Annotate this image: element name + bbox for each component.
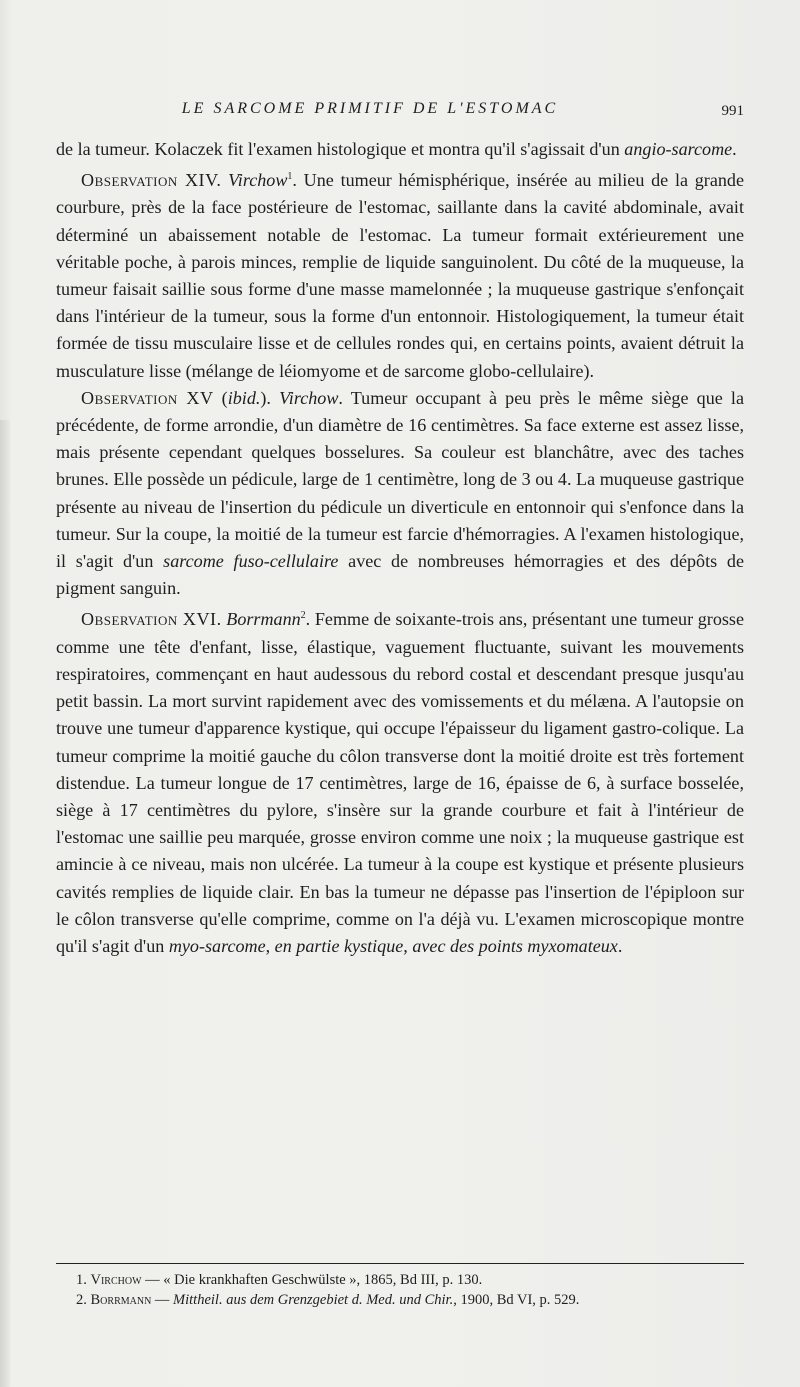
paragraph-text: . Tumeur occupant à peu près le même siège que la précédente, de forme arrondie, d'un diamètre de 16 centimètres. Sa face externe est assez lisse, mais présente cependant quelques bosselures. Sa couleur est blanchâtre, avec des taches brunes. Elle possède un pédicule, large de 1 centimètre, long de 3 ou 4. La muqueuse gastrique présente au niveau de l'insertion du pédicule un diverticule en entonnoir qui s'enfonce dans la tumeur. Sur la coupe, la moitié de la tumeur est farcie d'hémorragies. A l'examen histologique, il s'agit d'un xyxy=(56,387,744,572)
footnotes xyxy=(76,1270,766,1310)
paragraph-intro xyxy=(56,136,744,163)
paragraph-text: . xyxy=(732,139,737,159)
footnote-ref: 1 xyxy=(287,171,293,183)
footnote-2 xyxy=(76,1290,766,1310)
italic-term: angio-sarcome xyxy=(624,139,733,159)
footnote-text: , 1900, Bd VI, p. 529. xyxy=(453,1292,580,1308)
footnote-1 xyxy=(76,1270,766,1290)
page-edge-shadow xyxy=(0,420,10,1387)
footnote-author: Borrmann xyxy=(90,1292,152,1308)
paragraph-text: . Une tumeur hémisphérique, insérée au milieu de la grande courbure, près de la face postérieure de l'estomac, saillante dans la cavité abdominale, avait déterminé un abaissement notable de l'estomac. La tumeur formait extérieurement une véritable poche, à parois minces, remplie de liquide sanguinolent. Du côté de la muqueuse, la tumeur faisait saillie sous forme d'une masse mamelonnée ; la muqueuse gastrique s'enfonçait dans l'intérieur de la tumeur, sous la forme d'un entonnoir. Histologiquement, la tumeur était formée de tissu musculaire lisse et de cellules rondes qui, en certains points, avaient détruit la musculature lisse (mélange de léiomyome et de sarcome globo-cellulaire). xyxy=(56,170,744,381)
footnote-author: Virchow xyxy=(90,1272,142,1288)
observation-label: Observation XVI. xyxy=(81,609,222,630)
author-name: Virchow xyxy=(279,387,339,408)
paragraph-observation-14 xyxy=(56,163,744,385)
observation-label: Observation XIV. xyxy=(81,170,222,191)
running-title: LE SARCOME PRIMITIF DE L'ESTOMAC xyxy=(181,100,559,117)
footnote-divider xyxy=(56,1263,744,1264)
paragraph-text: de la tumeur. Kolaczek fit l'examen histologique et montra qu'il s'agissait d'un xyxy=(56,139,625,159)
observation-label: Observation XV xyxy=(81,387,214,408)
page-header xyxy=(0,100,800,124)
page-number: 991 xyxy=(721,103,744,119)
footnote-number: 1. xyxy=(76,1272,87,1288)
author-name: Borrmann xyxy=(226,609,301,630)
author-name: Virchow xyxy=(228,170,288,191)
paragraph-text: . xyxy=(617,935,623,956)
body-text xyxy=(56,136,744,960)
paragraph-text: avec de nombreuses hémorragies et des dépôts de pigment sanguin. xyxy=(56,551,744,599)
paragraph-text: . Femme de soixante-trois ans, présentant une tumeur grosse comme une tête d'enfant, lisse, élastique, vaguement fluctuante, suivant les mouvements respiratoires, commençant en haut audessous du rebord costal et descendant presque jusqu'au petit bassin. La mort survint rapidement avec des vomissements et du mélæna. A l'autopsie on trouve une tumeur d'apparence kystique, qui occupe l'épaisseur du ligament gastro-colique. La tumeur comprime la moitié gauche du côlon transverse dont la moitié droite est très fortement distendue. La tumeur longue de 17 centimètres, large de 16, épaisse de 6, à surface bosselée, siège à 17 centimètres du pylore, s'insère sur la grande courbure et fait à l'intérieur de l'estomac une saillie peu marquée, grosse environ comme une noix ; la muqueuse gastrique est amincie à ce niveau, mais non ulcérée. La tumeur à la coupe est kystique et présente plusieurs cavités remplies de liquide clair. En bas la tumeur ne dépasse pas l'insertion de l'épiploon sur le côlon transverse qu'elle comprime, comme on l'a déjà vu. L'examen microscopique montre qu'il s'agit d'un xyxy=(56,609,744,956)
paragraph-text: , xyxy=(265,935,275,956)
italic-term: myo-sarcome xyxy=(168,935,266,956)
paragraph-observation-16 xyxy=(56,602,744,960)
italic-term: en partie kystique, avec des points myxomateux xyxy=(274,935,618,956)
paragraph-observation-15: Observation XV (ibid.). Virchow. Tumeur occupant à peu près le même siège que la précédente, de forme arrondie, d'un diamètre de 16 centimètres. Sa face externe est assez lisse, mais présente cependant quelques bosselures. Sa couleur est blanchâtre, avec des taches brunes. Elle possède un pédicule, large de 1 centimètre, long de 3 ou 4. La muqueuse gastrique présente au niveau de l'insertion du pédicule un diverticule en entonnoir qui s'enfonce dans la tumeur. Sur la coupe, la moitié de la tumeur est farcie d'hémorragies. A l'examen histologique, il s'agit d'un sarcome fuso-cellulaire avec de nombreuses hémorragies et des dépôts de pigment sanguin. xyxy=(56,387,744,599)
ibid-reference: ibid. xyxy=(227,387,261,408)
italic-term: sarcome fuso-cellulaire xyxy=(163,551,339,572)
footnote-text: — xyxy=(151,1292,174,1308)
footnote-ref: 2 xyxy=(300,610,306,622)
footnote-number: 2. xyxy=(76,1292,87,1308)
footnote-text: — « Die krankhaften Geschwülste », 1865, Bd III, p. 130. xyxy=(141,1272,483,1288)
journal-title: Mittheil. aus dem Grenzgebiet d. Med. und Chir. xyxy=(173,1292,454,1308)
